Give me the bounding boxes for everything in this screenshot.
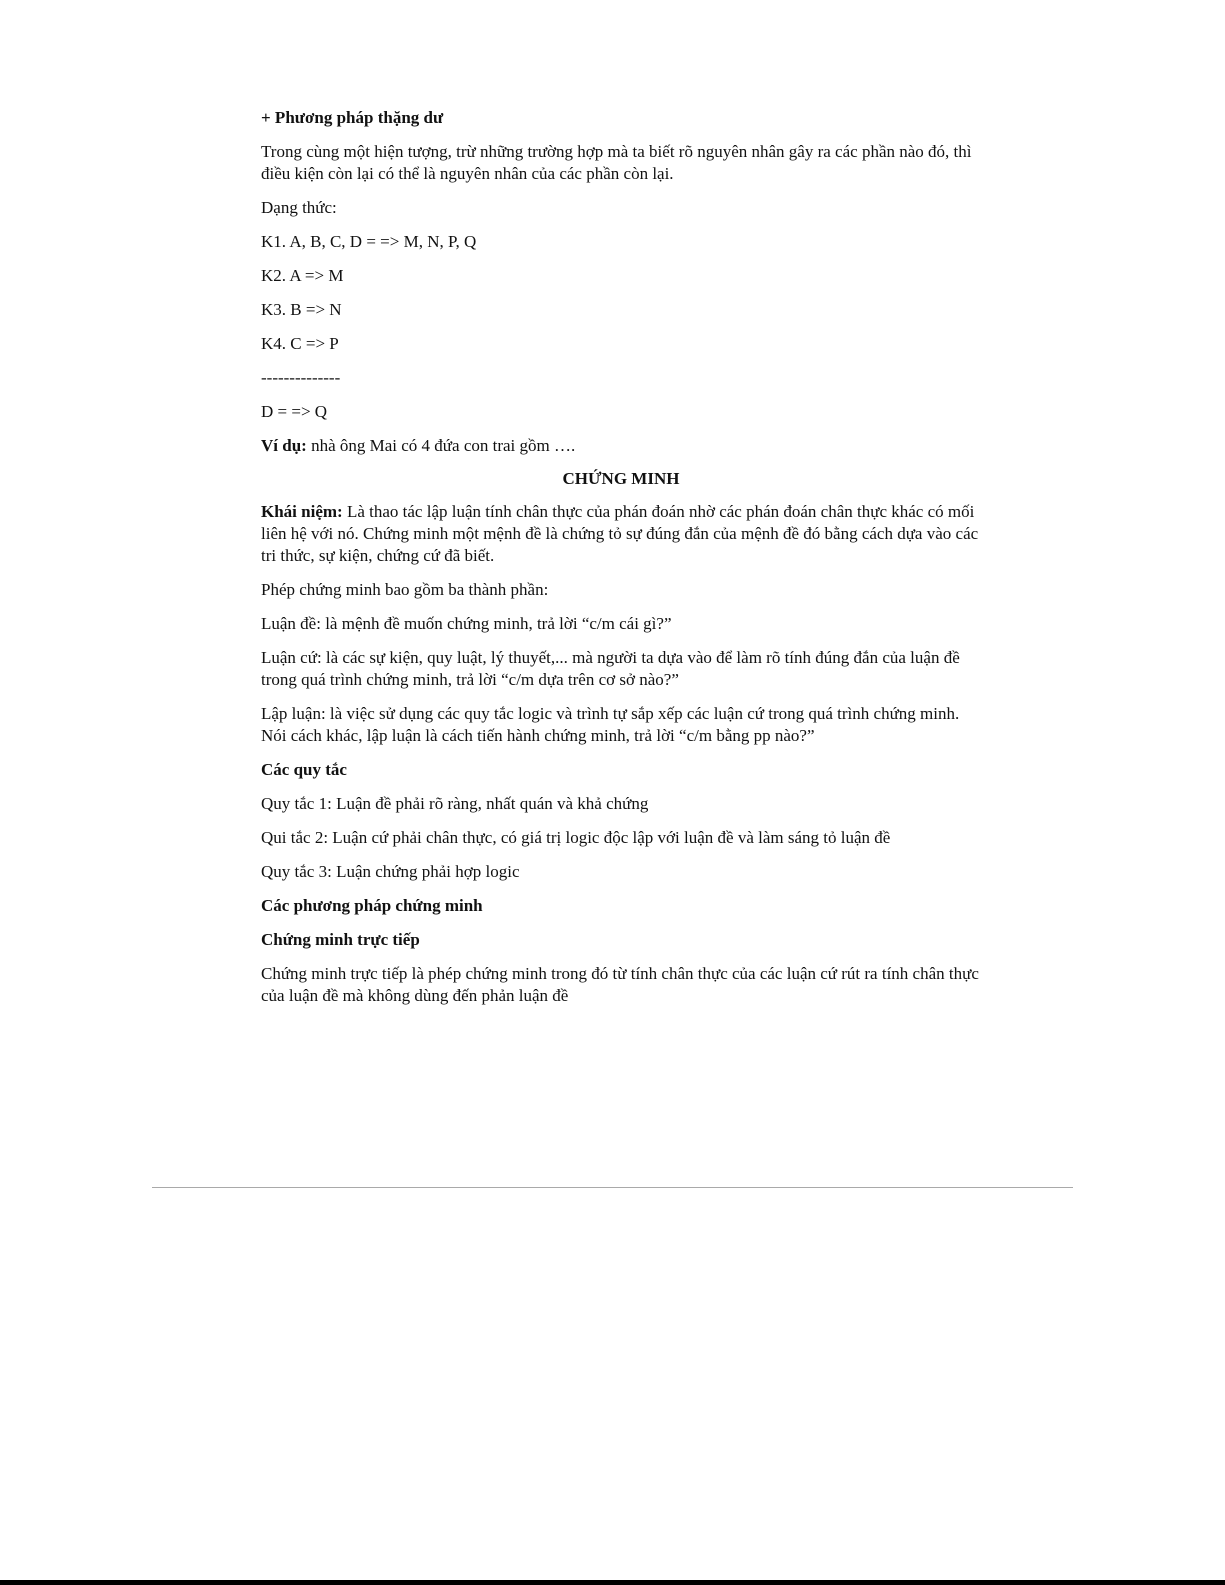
- rule-3: Quy tắc 3: Luận chứng phải hợp logic: [261, 862, 520, 881]
- components-intro: Phép chứng minh bao gồm ba thành phần:: [261, 580, 549, 599]
- example-text: nhà ông Mai có 4 đứa con trai gồm ….: [306, 436, 576, 455]
- thesis-definition: Luận đề: là mệnh đề muốn chứng minh, trả lời “c/m cái gì?”: [261, 614, 672, 633]
- section-title: CHỨNG MINH: [562, 469, 680, 488]
- page-separator-line: [152, 1187, 1073, 1188]
- example-paragraph: [261, 435, 981, 457]
- methods-heading: Các phương pháp chứng minh: [261, 896, 483, 915]
- formula-k3: K3. B => N: [261, 300, 342, 319]
- formula-k1: K1. A, B, C, D = => M, N, P, Q: [261, 232, 477, 251]
- residual-method-description: Trong cùng một hiện tượng, trừ những trường hợp mà ta biết rõ nguyên nhân gây ra các phần nào đó, thì điều kiện còn lại có thể là nguyên nhân của các phần còn lại.: [261, 142, 972, 183]
- concept-paragraph: [261, 501, 981, 567]
- rule-2: Qui tắc 2: Luận cứ phải chân thực, có giá trị logic độc lập với luận đề và làm sáng tỏ luận đề: [261, 828, 891, 847]
- rule-1: Quy tắc 1: Luận đề phải rõ ràng, nhất quán và khả chứng: [261, 794, 649, 813]
- document-page-content: [261, 107, 981, 1007]
- formula-conclusion: D = => Q: [261, 402, 328, 421]
- concept-text: Là thao tác lập luận tính chân thực của phán đoán nhờ các phán đoán chân thực khác có mối liên hệ với nó. Chứng minh một mệnh đề là chứng tỏ sự đúng đắn của mệnh đề đó bằng cách dựa vào các tri thức, sự kiện, chứng cứ đã biết.: [261, 502, 979, 565]
- rules-heading: Các quy tắc: [261, 760, 347, 779]
- arguments-definition: Luận cứ: là các sự kiện, quy luật, lý thuyết,... mà người ta dựa vào để làm rõ tính đúng đắn của luận đề trong quá trình chứng minh, trả lời “c/m dựa trên cơ sở nào?”: [261, 648, 960, 689]
- reasoning-definition: Lập luận: là việc sử dụng các quy tắc logic và trình tự sắp xếp các luận cứ trong quá trình chứng minh. Nói cách khác, lập luận là cách tiến hành chứng minh, trả lời “c/m bằng pp nào?”: [261, 704, 960, 745]
- direct-proof-description: Chứng minh trực tiếp là phép chứng minh trong đó từ tính chân thực của các luận cứ rút ra tính chân thực của luận đề mà không dùng đến phản luận đề: [261, 964, 979, 1005]
- heading-residual-method: + Phương pháp thặng dư: [261, 108, 444, 127]
- formula-k4: K4. C => P: [261, 334, 339, 353]
- example-label: Ví dụ:: [261, 436, 307, 455]
- formula-separator: --------------: [261, 368, 341, 387]
- bottom-edge-bar: [0, 1580, 1225, 1585]
- formula-k2: K2. A => M: [261, 266, 344, 285]
- form-label: Dạng thức:: [261, 198, 337, 217]
- concept-label: Khái niệm:: [261, 502, 343, 521]
- direct-proof-heading: Chứng minh trực tiếp: [261, 930, 420, 949]
